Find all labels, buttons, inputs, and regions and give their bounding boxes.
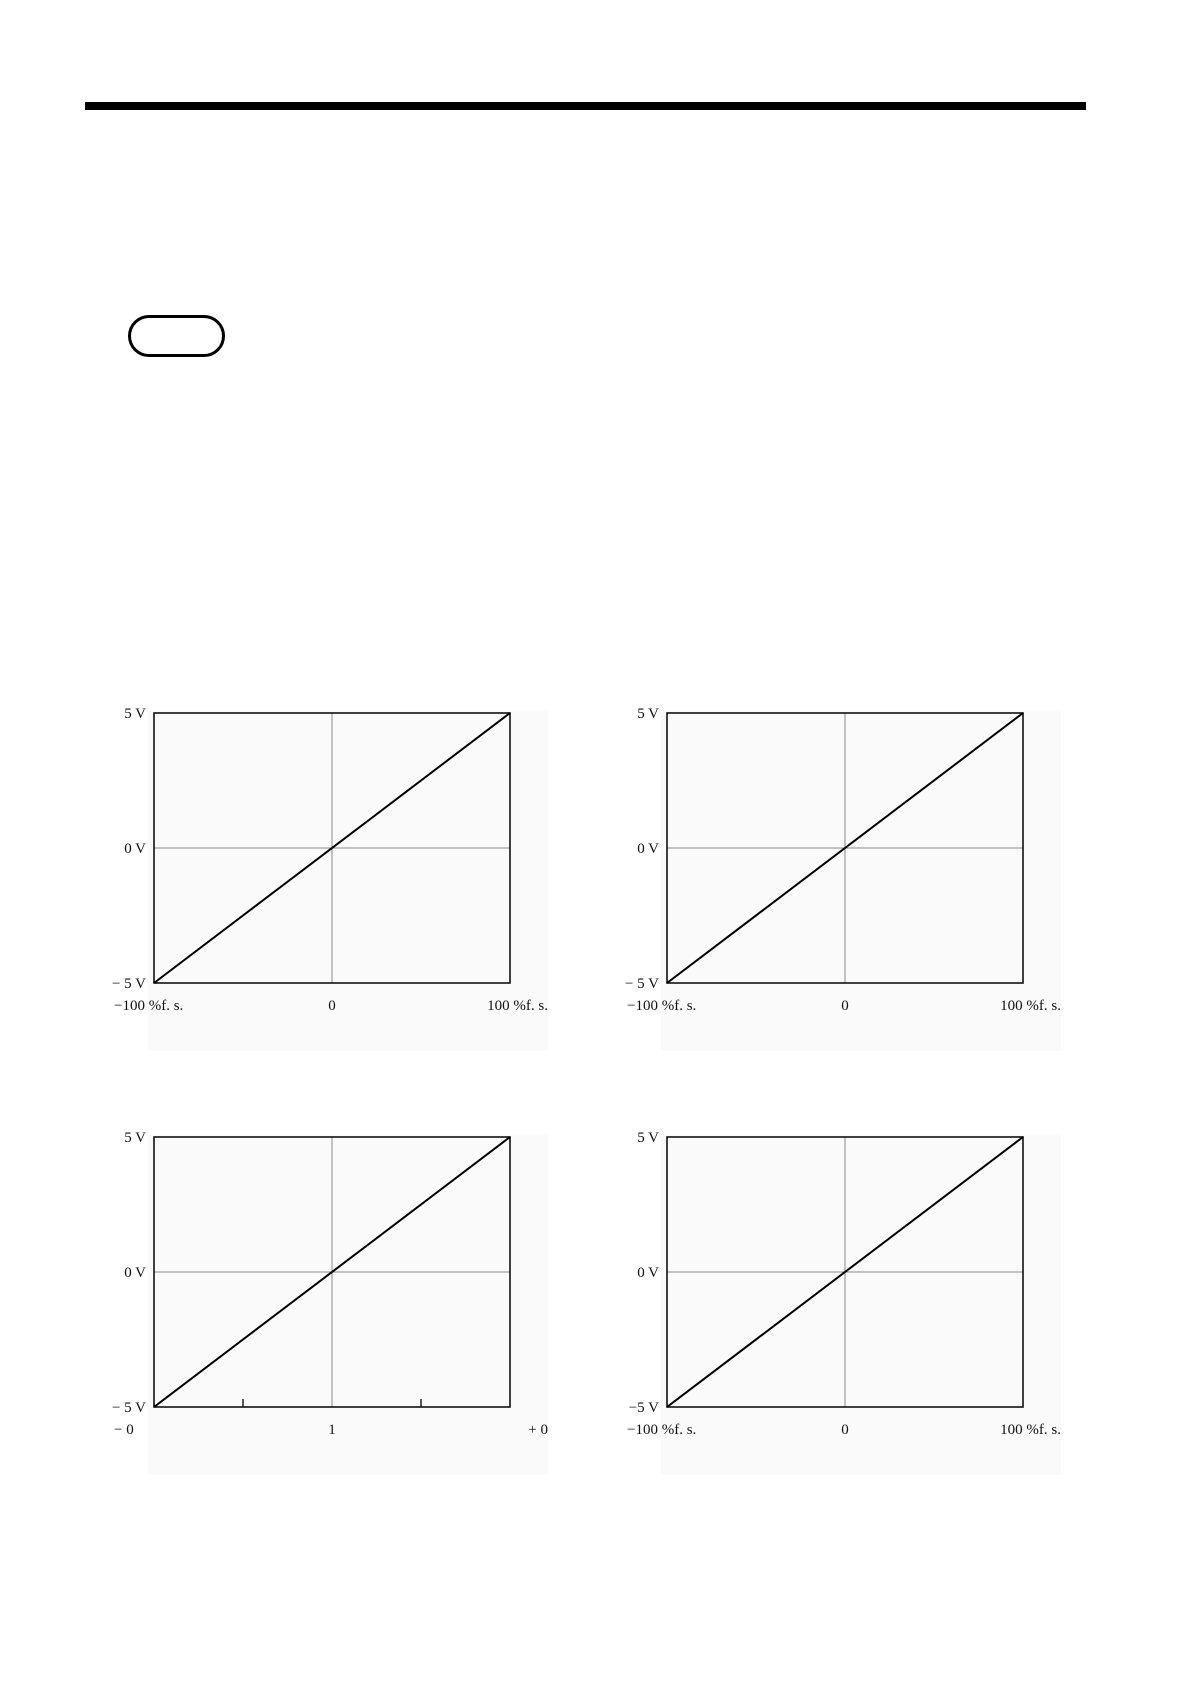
y-tick-label: 5 V (637, 1130, 659, 1146)
y-tick-label: 0 V (637, 841, 659, 857)
x-tick-label: 100 %f. s. (1000, 1422, 1061, 1438)
y-tick-label: 5 V (124, 706, 146, 722)
x-tick-label: − 0 (114, 1422, 134, 1438)
chart-top-left (90, 700, 560, 1052)
x-tick-label: 100 %f. s. (487, 998, 548, 1014)
y-tick-label: − 5 V (111, 976, 146, 992)
chart-bottom-left (90, 1124, 560, 1476)
x-tick-label: −100 %f. s. (627, 1422, 697, 1438)
x-tick-label: 0 (841, 998, 849, 1014)
y-tick-label: 0 V (637, 1265, 659, 1281)
y-tick-label: −5 V (628, 1400, 659, 1416)
y-tick-label: − 5 V (624, 976, 659, 992)
note-badge (128, 315, 225, 357)
x-tick-label: + 0 (528, 1422, 548, 1438)
x-tick-label: 100 %f. s. (1000, 998, 1061, 1014)
chart-bottom-right (603, 1124, 1073, 1476)
x-tick-label: 1 (328, 1422, 336, 1438)
y-tick-label: 5 V (637, 706, 659, 722)
chart-top-right (603, 700, 1073, 1052)
x-tick-label: 0 (328, 998, 336, 1014)
y-tick-label: 0 V (124, 1265, 146, 1281)
x-tick-label: −100 %f. s. (627, 998, 697, 1014)
header-rule (85, 102, 1086, 110)
y-tick-label: − 5 V (111, 1400, 146, 1416)
x-tick-label: −100 %f. s. (114, 998, 184, 1014)
x-tick-label: 0 (841, 1422, 849, 1438)
y-tick-label: 5 V (124, 1130, 146, 1146)
y-tick-label: 0 V (124, 841, 146, 857)
plot-background (148, 1135, 548, 1475)
